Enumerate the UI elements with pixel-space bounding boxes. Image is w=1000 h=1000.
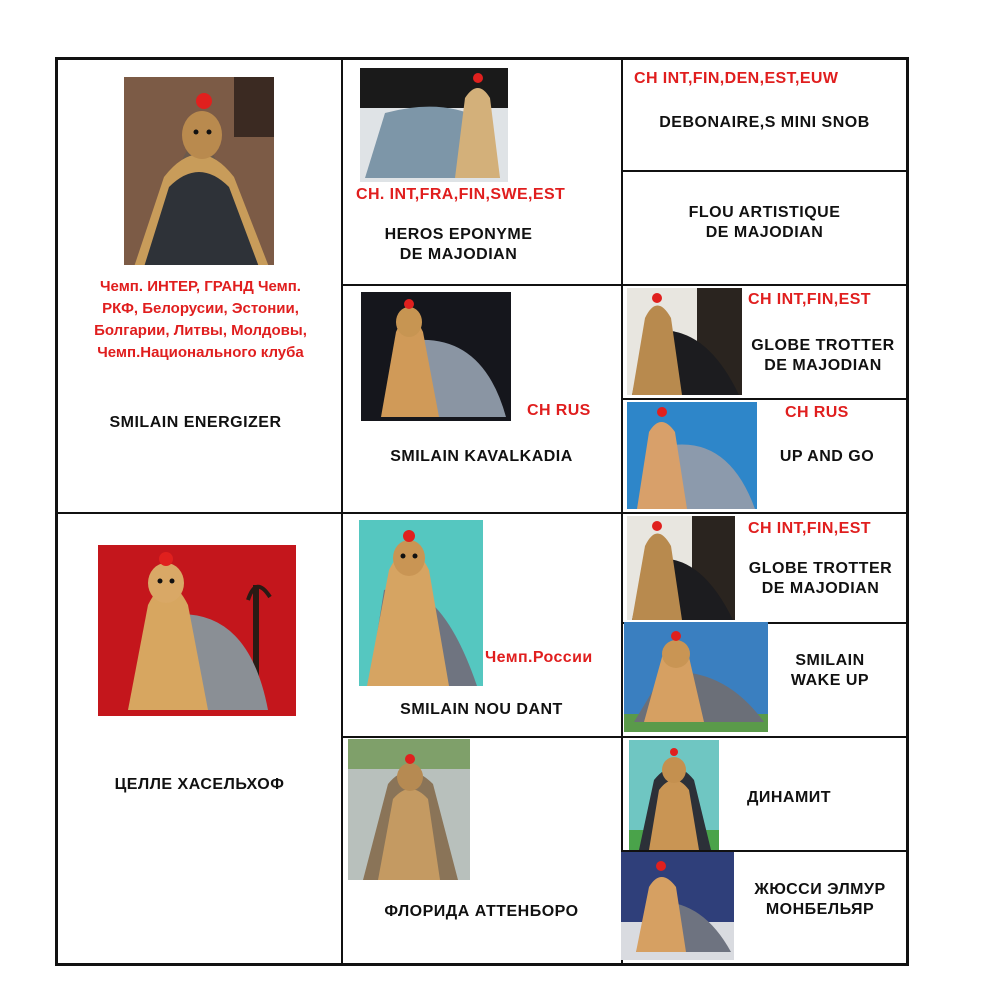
dog-title: CH INT,FIN,DEN,EST,EUW bbox=[634, 70, 839, 87]
dog-photo-smilain-nou-dant bbox=[359, 520, 483, 686]
dog-title: CH. INT,FRA,FIN,SWE,EST bbox=[356, 186, 566, 203]
dog-name: SMILAIN WAKE UP bbox=[790, 652, 870, 689]
dog-photo-jussi-elmur bbox=[621, 852, 734, 960]
dog-photo-globe-trotter bbox=[627, 516, 735, 620]
dog-name: ЦЕЛЛЕ ХАСЕЛЬХОФ bbox=[114, 776, 285, 793]
grid-line-bottom bbox=[55, 963, 908, 966]
dog-photo-smilain-wake-up bbox=[624, 622, 768, 732]
dog-title: CH RUS bbox=[785, 404, 849, 421]
grid-line-g3-3 bbox=[621, 398, 908, 400]
dog-name: FLOU ARTISTIQUE DE MAJODIAN bbox=[688, 204, 841, 241]
dog-name: GLOBE TROTTER DE MAJODIAN bbox=[751, 337, 895, 374]
dog-title: Чемп.России bbox=[485, 649, 593, 666]
dog-photo-smilain-kavalkadia bbox=[361, 292, 511, 421]
dog-name: HEROS EPONYME DE MAJODIAN bbox=[384, 226, 533, 263]
dog-title: Чемп. ИНТЕР, ГРАНД Чемп. РКФ, Белорусии, Эстонии, Болгарии, Литвы, Молдовы, Чемп.Национального клуба bbox=[94, 278, 307, 361]
grid-line-mid bbox=[55, 512, 908, 514]
dog-photo-up-and-go bbox=[627, 402, 757, 509]
grid-line-g3-1 bbox=[621, 170, 908, 172]
dog-name: ДИНАМИТ bbox=[746, 789, 832, 806]
dog-photo-dinamit bbox=[629, 740, 719, 850]
dog-photo-celle-haselhof bbox=[98, 545, 296, 716]
grid-line-g2-3 bbox=[341, 736, 908, 738]
dog-name: DEBONAIRE,S MINI SNOB bbox=[659, 114, 870, 131]
dog-photo-heros-eponyme bbox=[360, 68, 508, 182]
dog-name: ЖЮССИ ЭЛМУР МОНБЕЛЬЯР bbox=[754, 881, 886, 918]
dog-name: ФЛОРИДА АТТЕНБОРО bbox=[384, 903, 579, 920]
grid-line-top bbox=[55, 57, 908, 60]
dog-name: SMILAIN KAVALKADIA bbox=[390, 448, 573, 465]
dog-title: CH INT,FIN,EST bbox=[748, 520, 871, 537]
dog-name: SMILAIN NOU DANT bbox=[400, 701, 563, 718]
dog-photo-smilain-energizer bbox=[124, 77, 274, 265]
dog-name: UP AND GO bbox=[779, 448, 875, 465]
dog-name: SMILAIN ENERGIZER bbox=[109, 414, 282, 431]
dog-photo-florida-attenboro bbox=[348, 739, 470, 880]
dog-photo-globe-trotter bbox=[627, 288, 742, 395]
dog-name: GLOBE TROTTER DE MAJODIAN bbox=[748, 560, 893, 597]
dog-title: CH INT,FIN,EST bbox=[748, 291, 871, 308]
dog-title: CH RUS bbox=[527, 402, 591, 419]
grid-line-g2-1 bbox=[341, 284, 908, 286]
